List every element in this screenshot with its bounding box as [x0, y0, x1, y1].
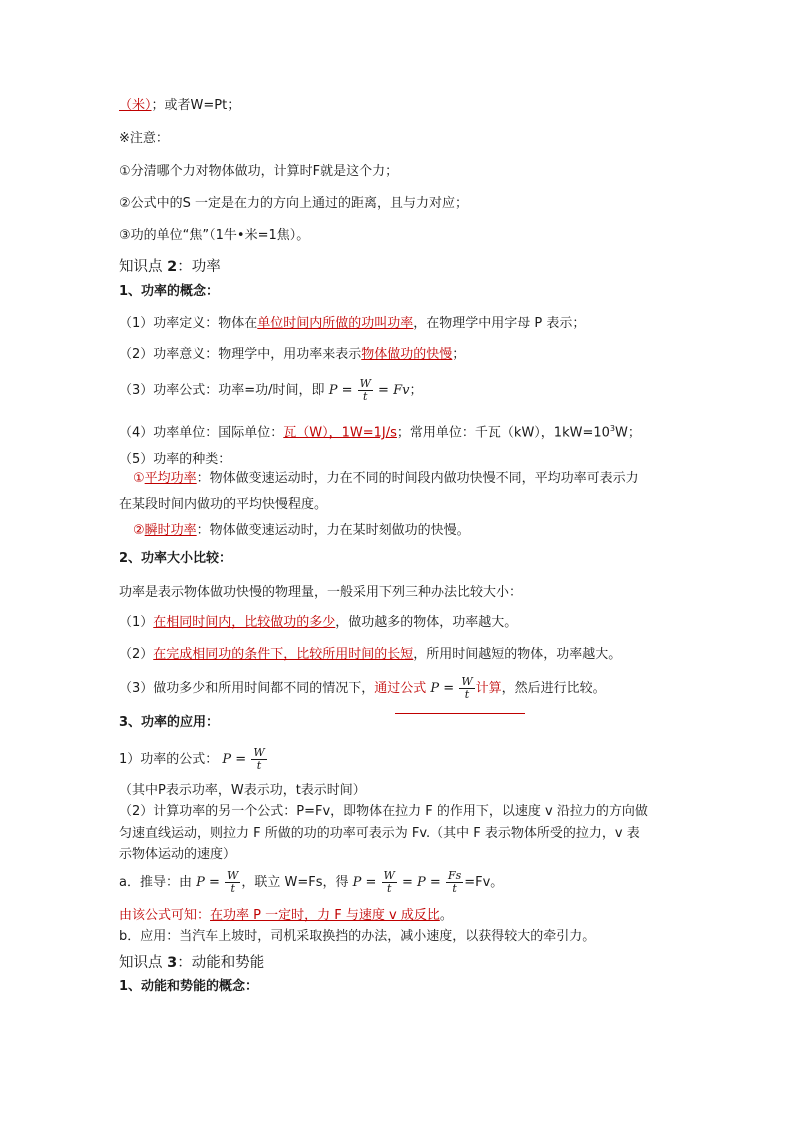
kp3-title: ：动能和势能: [177, 955, 265, 971]
kp3-prefix: 知识点: [119, 955, 168, 971]
text: （1）功率定义：物体在: [119, 316, 258, 331]
text: ：物体做变速运动时，力在某时刻做功的快慢。: [196, 523, 470, 538]
section-power-application: 3、功率的应用：: [119, 715, 220, 730]
formula-p: P: [222, 752, 232, 767]
power-formula: [119, 374, 422, 408]
formula-p: P: [430, 681, 440, 696]
fraction: [446, 870, 463, 895]
text: （2）功率意义：物理学中，用功率来表示: [119, 347, 362, 362]
formula-eq: =: [337, 383, 357, 398]
kp2-prefix: 知识点: [119, 259, 168, 275]
formula-p: P: [196, 875, 205, 890]
fraction-w-over-t: [358, 378, 373, 403]
text: 由该公式可知：: [119, 908, 211, 923]
text: （3）功率公式：功率=功/时间，即: [119, 383, 329, 398]
frac-num: W: [383, 869, 395, 882]
formula-eq: =: [373, 383, 394, 398]
fraction: [382, 870, 397, 895]
power-unit: [119, 420, 641, 442]
app-formula: [119, 743, 268, 777]
frac-num: Fs: [447, 869, 462, 882]
text-work-formula: ；或者W=Pt；: [151, 98, 241, 113]
text: （4）功率单位：国际单位：: [119, 425, 284, 441]
text: ：物体做变速运动时，力在不同的时间段内做功快慢不同，平均功率可表示力: [196, 471, 639, 486]
compare-1: [119, 614, 517, 632]
text: ，做功越多的物体，功率越大。: [335, 615, 518, 630]
highlight-conclusion: 在功率 P 一定时，力 F 与速度 v 成反比: [210, 908, 440, 923]
average-power-cont: 在某段时间内做功的平均快慢程度。: [119, 497, 328, 512]
formula-eq: =: [204, 875, 225, 890]
highlight-meaning: 物体做功的快慢: [361, 347, 453, 362]
highlight-definition: 单位时间内所做的功叫功率: [257, 316, 414, 331]
app-second-formula-1: （2）计算功率的另一个公式：P=Fv，即物体在拉力 F 的作用下，以速度 v 沿拉力的方向做: [119, 804, 648, 819]
average-power: [133, 470, 639, 488]
instant-power: [133, 522, 470, 540]
text: =Fv。: [464, 875, 504, 890]
compare-2: [119, 646, 621, 664]
app-legend: （其中P表示功率，W表示功，t表示时间）: [119, 783, 366, 798]
section-energy-concept: 1、动能和势能的概念：: [119, 979, 259, 994]
fraction: [225, 870, 240, 895]
frac-den: t: [230, 882, 235, 895]
marker: ①: [133, 471, 145, 486]
text: ，所用时间越短的物体，功率越大。: [413, 647, 622, 662]
text: W；: [615, 425, 641, 441]
power-meaning: [119, 346, 465, 364]
text: 。: [439, 908, 453, 923]
highlight-compare-3: 通过公式: [374, 681, 431, 696]
power-types: （5）功率的种类：: [119, 452, 232, 467]
text: ；: [409, 383, 423, 398]
formula-fv: Fv: [393, 383, 410, 398]
text: ；常用单位：千瓦（kW），1kW=10: [396, 425, 610, 441]
note-2: ②公式中的S 一定是在力的方向上通过的距离，且与力对应；: [119, 196, 469, 211]
highlight-compare-1: 在相同时间内，比较做功的多少: [153, 615, 336, 630]
compare-intro: 功率是表示物体做功快慢的物理量，一般采用下列三种办法比较大小：: [119, 585, 523, 600]
formula-underline: [395, 713, 525, 714]
text: a．推导：由: [119, 875, 197, 890]
text: （2）: [119, 647, 154, 662]
marker: ②: [133, 523, 145, 538]
text: ，在物理学中用字母 P 表示；: [413, 316, 586, 331]
highlight-meter: （米）: [119, 98, 152, 113]
highlight-unit: 瓦（W），1W=1J/s: [283, 425, 397, 441]
note-1: ①分清哪个力对物体做功，计算时F就是这个力；: [119, 164, 399, 179]
highlight-average-power: 平均功率: [144, 471, 197, 486]
fraction-w-over-t: [459, 676, 474, 701]
highlight-compare-2: 在完成相同功的条件下，比较所用时间的长短: [153, 647, 414, 662]
kp3-number: 3: [167, 955, 178, 971]
heading-knowledge-point-2: [119, 258, 221, 276]
formula-eq: =: [231, 752, 251, 767]
fraction-w-over-t: [251, 747, 266, 772]
formula-eq: =: [397, 875, 418, 890]
superscript: 3: [609, 424, 615, 433]
text: ；: [452, 347, 466, 362]
frac-num: W: [461, 675, 473, 688]
formula-p: P: [352, 875, 362, 890]
text: 1）功率的公式：: [119, 752, 223, 767]
formula-eq: =: [361, 875, 381, 890]
section-power-concept: 1、功率的概念：: [119, 284, 220, 299]
frac-den: t: [452, 882, 457, 895]
formula-p: P: [417, 875, 426, 890]
application: b．应用：当汽车上坡时，司机采取换挡的办法，减小速度，以获得较大的牵引力。: [119, 929, 596, 944]
app-second-formula-2: 匀速直线运动，则拉力 F 所做的功的功率可表示为 Fv.（其中 F 表示物体所受的拉力，v 表: [119, 826, 640, 841]
note-heading: ※注意：: [119, 131, 169, 146]
frac-num: W: [253, 746, 265, 759]
frac-num: W: [359, 377, 371, 390]
frac-den: t: [256, 759, 262, 772]
kp2-number: 2: [167, 259, 178, 275]
app-second-formula-3: 示物体运动的速度）: [119, 847, 237, 862]
compare-3: [119, 672, 606, 706]
frac-num: W: [227, 869, 239, 882]
frac-den: t: [464, 688, 470, 701]
kp2-title: ：功率: [177, 259, 221, 275]
line-unit-meter: [119, 97, 240, 115]
derivation: [119, 866, 503, 900]
section-power-compare: 2、功率大小比较：: [119, 551, 233, 566]
power-definition: [119, 315, 585, 333]
formula-p: P: [328, 383, 338, 398]
conclusion: [119, 907, 453, 925]
highlight-instant-power: 瞬时功率: [144, 523, 197, 538]
text: ，然后进行比较。: [501, 681, 606, 696]
highlight-compute: 计算: [475, 681, 502, 696]
text: （3）做功多少和所用时间都不同的情况下，: [119, 681, 375, 696]
formula-eq: =: [439, 681, 459, 696]
text: （1）: [119, 615, 154, 630]
text: ，联立 W=Fs，得: [241, 875, 353, 890]
frac-den: t: [386, 882, 392, 895]
frac-den: t: [363, 390, 368, 403]
formula-eq: =: [425, 875, 445, 890]
note-3: ③功的单位“焦”（1牛•米=1焦）。: [119, 228, 310, 243]
heading-knowledge-point-3: [119, 954, 264, 972]
